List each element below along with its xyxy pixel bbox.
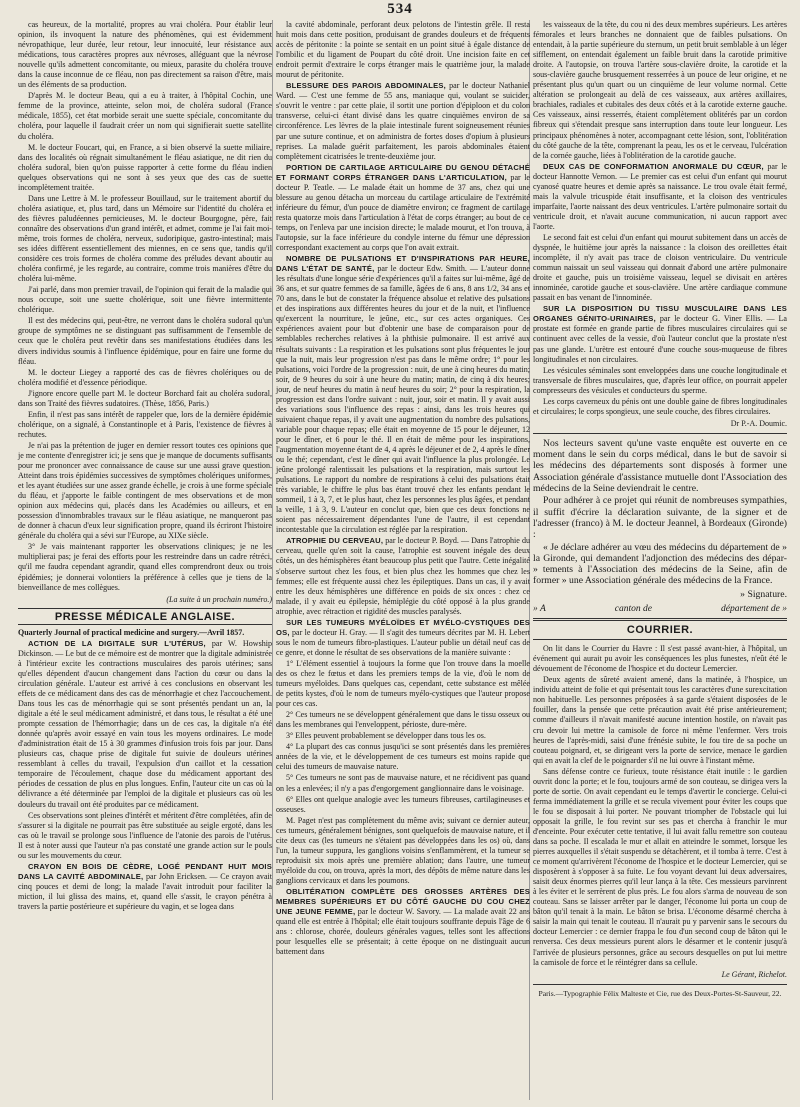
association-notice xyxy=(533,438,787,587)
printer-line: Paris.—Typographie Félix Malteste et Cie, rue des Deux-Portes-St-Sauveur, 22. xyxy=(538,988,782,998)
column-3 xyxy=(533,20,787,999)
article-paragraph xyxy=(533,20,787,161)
col3-articles xyxy=(533,20,787,417)
section-title: PRESSE MÉDICALE ANGLAISE. xyxy=(18,608,272,625)
article-heading: OBLITÉRATION COMPLÈTE DES GROSSES ARTÈRES DES MEMBRES SUPÉRIEURS ET DU CÔTÉ GAUCHE DU COU CHEZ UNE JEUNE FEMME, xyxy=(276,886,530,917)
article-text: 3° Elles peuvent probablement se développer dans tous les os. xyxy=(286,731,486,741)
divider xyxy=(533,984,787,985)
paragraph: cas heureux, de la mortalité, propres au vrai choléra. Pour établir leur opinion, ils invoquent la nature des phénomènes, qui est évidemment névropathique, leur durée, leur retour, leur innocuité, leur résistance aux médications, tous caractères propres aux névroses, alléguant que la névrose nouvelle qu'ils admettent concomitante, ou mieux, parasite du choléra trouve dans la cause inconnue de ce fléau, non pas directement sa raison d'être, mais un des éléments de sa production. xyxy=(18,20,272,90)
form-right: département de » xyxy=(721,604,787,615)
article-heading: PORTION DE CARTILAGE ARTICULAIRE DU GENOU DÉTACHÉ ET FORMANT CORPS ÉTRANGER DANS L'ARTICULATION, xyxy=(276,162,530,182)
article-paragraph xyxy=(276,659,530,709)
article-text: par le docteur Hannotte Vernon. — Le premier cas est celui d'un enfant qui mourut cyanosé quatre heures et demie après sa naissance. Le trou ovale était fermé, mais la valvule tricuspide était insuffisante, et la cloison des ventricules imparfaite, l'aorte naissant des deux ventricules. L'artère pulmonaire sortait du ventricule droit, et n'avait aucune communication, ni aucun rapport avec l'aorte. xyxy=(533,161,788,231)
article-text: par le docteur G. Viner Ellis. — La prostate est formée en grande partie de fibres musculaires circulaires qui se continuent avec celles de la vessie, d'où l'auteur conclut que la prostate n'est pas une glande. L'urètre est entouré d'une couche sous-muqueuse de fibres longitudinales et non circulaires. xyxy=(533,314,788,364)
form-left: » A xyxy=(533,604,546,615)
paragraph: Enfin, il n'est pas sans intérêt de rappeler que, lors de la dernière épidémie cholérique, on a signalé, à Constantinople et à Paris, l'existence de fièvres à rechutes. xyxy=(18,409,272,439)
article-paragraph xyxy=(18,862,272,912)
author-signature: Dr P.-A. Doumic. xyxy=(730,418,787,428)
article-paragraph xyxy=(276,618,530,658)
paragraph: M. le docteur Foucart, qui, en France, a si bien observé la suette miliaire, dans des localités où régnait simultanément le fléau asiatique, ne dit rien du choléra sudoral, bien qu'on puisse rapporter à cette forme du fléau indien quelques observations qui ne sont à ses yeux que des cas de suette incomplètement traitée. xyxy=(18,142,272,192)
article-text: Ces observations sont pleines d'intérêt et méritent d'être complétées, afin de s'assurer si la digitale ne pourrait pas être substituée au seigle ergoté, dans les cas où le travail se prolonge sous l'influence de l'atonie des parois de l'utérus. Il est à noter aussi que l'auteur n'a pas constaté une grande action sur le pouls ou sur les mouvements du cœur. xyxy=(18,810,272,860)
paragraph: J'ai parlé, dans mon premier travail, de l'opinion qui ferait de la maladie qui nous occupe, soit une suette cholérique, soit une fièvre intermittente cholérique. xyxy=(18,285,272,315)
article-heading: NOMBRE DE PULSATIONS ET D'INSPIRATIONS PAR HEURE, DANS L'ÉTAT DE SANTÉ, xyxy=(276,254,530,274)
paragraph: Dans une Lettre à M. le professeur Bouillaud, sur le traitement abortif du choléra asiatique, et, plus tard, dans un Mémoire sur l'identité du choléra et des fièvres paludéennes pernicieuses, M. le docteur Bourgogne, père, fait connaître des observations d'un grand intérêt, et admet, comme je l'ai fait moi-même, trois formes de choléra, nerveux, sudoripique, gastro-intestinal; mais ses idées diffèrent essentiellement des miennes, en ce sens que, tandis qu'il considère ces trois formes de choléra comme des préludes devant aboutir au choléra confirmé, je les regarde, au contraire, comme trois manières d'être du choléra lui-même. xyxy=(18,193,272,284)
article-text: M. Paget n'est pas complètement du même avis; suivant ce dernier auteur, ces tumeurs, généralement bénignes, sont quelquefois de mauvaise nature, et il cite deux cas (les tumeurs ne s'étaient pas développées dans les os) où, dans l'un, la tumeur suppura, les ganglions voisins s'enflammèrent, et la tumeur se reproduisit six mois après une première ablation; dans l'autre, une tumeur myéloïde du cou, on trouva, après la mort, des dépôts de même nature dans les ganglions cervicaux et dans les poumons. xyxy=(276,815,530,885)
article-paragraph xyxy=(276,254,530,535)
article-paragraph xyxy=(533,233,787,303)
column-divider xyxy=(272,20,273,1100)
column-2 xyxy=(276,20,530,958)
page-number: 534 xyxy=(387,1,413,17)
form-middle: canton de xyxy=(614,604,652,615)
article-text: 6° Elles ont quelque analogie avec les tumeurs fibreuses, cartilagineuses et osseuses. xyxy=(276,794,530,814)
article-paragraph xyxy=(533,304,787,364)
notice-signature: » Signature. xyxy=(740,588,787,600)
paragraph: On lit dans le Courrier du Havre : Il s'est passé avant-hier, à l'hôpital, un événement qui aurait pu avoir les conséquences les plus funestes, n'eût été le dévouement de l'économe de l'hospice et du docteur Lemercier. xyxy=(533,644,787,674)
article-paragraph xyxy=(533,397,787,417)
article-text: par le docteur H. Gray. — Il s'agit des tumeurs décrites par M. H. Lebert sous le nom de tumeurs fibro-plastiques. L'auteur publie un détail neuf cas de ce genre, et donne le résultat de ses observations de la manière suivante : xyxy=(276,627,530,657)
paragraph: Pour adhérer à ce projet qui réunit de nombreuses sympathies, il suffit d'écrire la déclaration suivante, de la signer et de l'adresser (franco) à M. le docteur Jeannel, à Bordeaux (Gironde) : xyxy=(533,495,787,541)
paragraph: J'ignore encore quelle part M. le docteur Borchard fait au choléra sudoral, dans son Traité des fièvres sudatoires. (Thèse, 1856, Paris.) xyxy=(18,388,272,408)
divider xyxy=(533,618,787,621)
article-heading: SUR LES TUMEURS MYÉLOÏDES ET MYÉLO-CYSTIQUES DES OS, xyxy=(276,617,530,637)
column-1 xyxy=(18,20,272,913)
article-paragraph xyxy=(276,887,530,957)
article-heading: DEUX CAS DE CONFORMATION ANORMALE DU CŒUR, xyxy=(543,161,764,171)
article-text: par W. Howship Dickinson. — Le but de ce mémoire est de montrer que la digitale administrée à l'intérieur excite les contractions musculaires des parois utérines; sans qu'elles dépendent d'aucun changement dans l'action du cœur ou dans la circulation générale. L'auteur est arrivé à ces conclusions en observant les effets de ce médicament dans des cas de ménorrhagie et chez l'accouchement. Dans tous les cas de ménorrhagie qui se sont présentés pendant un an, la digitale a été le seul médicament administré, et dans tous, le résultat a été une prompte cessation de l'hémorrhagie; dans un de ces cas, la digitale n'a été donnée qu'après avoir essayé en vain tous les moyens ordinaires. Le mode d'administration était de 15 à 30 grammes d'infusion trois fois par jour. Dans plusieurs cas, chaque prise de digitale fut suivie de douleurs utérines ressemblant à celles du travail, l'expulsion d'un caillot et la cessation temporaire de l'écoulement, chaque dose du médicament apportant des périodes de cessation de plus en plus longues. Enfin, l'auteur cite un cas où la délivrance a été déterminée par l'emploi de la digitale et plusieurs cas où les douleurs du travail ont été produites par ce médicament. xyxy=(18,638,272,809)
article-heading: SUR LA DISPOSITION DU TISSU MUSCULAIRE DANS LES ORGANES GÉNITO-URINAIRES, xyxy=(533,304,787,324)
continued-note: (La suite à un prochain numéro.) xyxy=(166,594,272,604)
article-paragraph xyxy=(276,163,530,253)
article-paragraph xyxy=(276,731,530,741)
article-paragraph xyxy=(18,639,272,810)
gerant: Le Gérant, Richelot. xyxy=(721,969,787,979)
article-paragraph xyxy=(18,811,272,861)
article-text: 5° Ces tumeurs ne sont pas de mauvaise nature, et ne récidivent pas quand on les a enlevées; il n'y a pas d'engorgement ganglionnaire dans le voisinage. xyxy=(276,773,530,793)
article-text: par le docteur W. Savory. — La malade avait 22 ans quand elle est entrée à l'hôpital; elle était toujours souffrante depuis l'âge de 6 ans : chlorose, chorée, douleurs générales vagues, telles sont les affections pour lesquelles elle se présentait; à cette époque on ne distinguait aucun battement dans xyxy=(276,907,531,957)
divider xyxy=(533,433,787,434)
article-text: par le docteur Edw. Smith. — L'auteur donne les résultats d'une longue série d'expériences qu'il a faites sur lui-même, âgé de 36 ans, et sur quatre femmes de sa famille, âgées de 6 ans, 8 ans 1/2, 34 ans et 70 ans, dans le but de constater la fréquence absolue et relative des pulsations et des inspirations aux différentes heures du jour et de la nuit, et l'influence qu'exercent la nourriture, le jeûne, etc., sur ces actes organiques. Ces expériences avaient pour but d'obtenir une base de comparaison pour de semblables recherches relatives à la phthisie pulmonaire. Il est arrivé aux résultats suivants : La respiration et les pulsations sont plus fréquentes le jour que la nuit, mais leur progression n'est pas dans le même ordre; 1° pour les pulsations, voici l'ordre de la progression : nuit, de une à cinq heures du matin; soir, de 9 heures du soir à une heure du matin; matin, de cinq à dix heures; jour, de neuf heures du matin à neuf heures du soir; 2° pour la respiration, la progression est dans l'ordre suivant : nuit, jour, soir et matin. Il y avait aussi des variations sous l'influence des repas : ainsi, dans les trois heures qui suivaient chaque repas, il y avait une augmentation du nombre des pulsations, variable pour chaque repas; elle était en moyenne de 15 pour le déjeuner, 12 pour le dîner, et 6 pour le thé. Il en était de même pour les inspirations, l'augmentation moyenne étant de 4, 4 après le déjeuner et de 2, 4 après le dîner ou le thé; cependant, c'est le dîner qui avait l'influence la plus prolongée. Le jeûne prolongé ralentissait les pulsations et la respiration, mais surtout les pulsations. Le rapport du nombre de respirations à celui des pulsations était très variable, le chiffre le plus bas étant trouvé chez les enfants pendant le sommeil, 1 à 3, 7, et le plus haut, chez les personnes les plus âgées, et pendant la veille, 1 à 3, 9. L'auteur en conclut que, bien que ces deux fonctions ne soient pas nécessairement dépendantes l'une de l'autre, il est cependant incontestable que la circulation est réglée par la respiration. xyxy=(276,264,530,535)
article-paragraph xyxy=(533,162,787,232)
article-text: par John Ericksen. — Ce crayon avait cinq pouces et demi de long; la malade l'avait introduit pour faciliter la miction, il lui glissa des mains, et, quand elle s'assit, le crayon pénétra à travers la partie postérieure et supérieure du vagin, et se logea dans xyxy=(18,871,272,911)
article-paragraph xyxy=(533,366,787,396)
article-text: par le docteur Nathaniel Ward. — C'est une femme de 55 ans, maniaque qui, voulant se suicider, s'ouvrit le ventre : par cette plaie, il sortit une portion d'épiploon et du colon transverse, celui-ci étant divisé dans les quatre cinquièmes environ de sa circonférence. Les lèvres de la plaie intestinale furent soigneusement réunies par une suture continue, et on administra de fortes doses d'opium à plusieurs reprises. La malade guérit parfaitement, les parois abdominales étaient complètement cicatrisées le trente-deuxième jour. xyxy=(276,81,530,161)
article-paragraph xyxy=(276,20,530,80)
journal-citation: Quarterly Journal of practical medicine and surgery.—Avril 1857. xyxy=(18,627,245,637)
article-heading: ATROPHIE DU CERVEAU, xyxy=(286,536,384,546)
article-text: Les vésicules séminales sont enveloppées dans une couche longitudinale et transversale de fibres musculaires, que, d'après leur office, on pourrait appeler compresseurs des vésicules et conducteurs du sperme. xyxy=(533,365,787,395)
article-text: 1° L'élément essentiel à toujours la forme que l'on trouve dans la moelle des os chez le fœtus et dans les premiers temps de la vie, d'où le nom de tumeurs myéloïdes. Dans quelques cas, cependant, cette substance est mêlée de petits kystes, d'où le nom de tumeurs myélo-cystiques que l'auteur propose pour ces cas. xyxy=(276,658,530,709)
article-paragraph xyxy=(276,795,530,815)
paragraph: Nos lecteurs savent qu'une vaste enquête est ouverte en ce moment dans le sein du corps médical, dans le but de savoir si les médecins des départements sont disposés à former une Association générale d'assistance mutuelle dont l'Association des médecins de la Seine deviendrait le centre. xyxy=(533,437,787,495)
article-text: 4° La plupart des cas connus jusqu'ici se sont présentés dans les premières années de la vie, et le développement de ces tumeurs est moins rapide que celui des tumeurs de mauvaise nature. xyxy=(276,742,530,772)
divider xyxy=(533,639,787,640)
paragraph: Sans défense contre ce furieux, toute résistance était inutile : le gardien ouvrit donc la porte; et le fou, toujours armé de son couteau, se dirigea vers la porte de sortie. On avait cependant eu le temps d'avertir le concierge. Celui-ci ferma immédiatement la grille et se recula vivement pour éviter les coups que le fou se disposait à lui porter. Ne pouvant triompher de l'obstacle qui lui opposait la grille, le fou revint sur ses pas et chercha à franchir le mur d'enceinte. Pour exécuter cette tentative, il lui avait fallu remettre son couteau dans sa poche. Il escalada le mur et allait en atteindre le sommet, lorsque les pierres auxquelles il s'était suspendu se détachèrent, et il tomba à terre. C'est à ce moment qu'arrivèrent l'économe de l'hospice et le docteur Lemercier, qui se disposèrent à s'opposer à sa fuite. Le fou voyant devant lui deux adversaires, saisit deux énormes pierres qu'il leur lança à la tête. Ces messieurs parvinrent à les éviter et le serrèrent de plus près. Le fou alors s'arma de nouveau de son couteau. Sans se laisser arrêter par le danger, l'économe lui porta un coup de bâton qu'il tenait à la main. Le bâton se brisa. L'économe désarmé chercha à saisir la main qui tenait le couteau. Il n'aurait pu y parvenir sans le secours du docteur Lemercier : ce dernier frappa le fou d'un second coup de bâton qui le renversa. Ces deux messieurs purent alors le désarmer et le contenir jusqu'à l'arrivée de plusieurs personnes, grâce au secours desquelles on put lui mettre la camisole de force et le réintégrer dans sa cellule. xyxy=(533,766,787,967)
col2-articles xyxy=(276,20,530,957)
form-line xyxy=(533,604,787,614)
paragraph: 3° Je vais maintenant rapporter les observations cliniques; je ne les multiplierai pas; je ferai des efforts pour les restreindre dans un cadre rétréci, qu'il me faudra cependant agrandir, quand elles comprendront deux ou trois épidémies; je donnerai volontiers la préférence à celles que je tiens de la bienveillance de mes collègues. xyxy=(18,542,272,592)
article-paragraph xyxy=(276,81,530,161)
article-text: Le second fait est celui d'un enfant qui mourut subitement dans un accès de dyspnée, le huitième jour après la naissance : la cloison des oreillettes était incomplète, il n'y avait pas trace de cloison ventriculaire. Du ventricule commun naissait un seul vaisseau qui donnait d'abord une artère pulmonaire droite et gauche, puis un troisième vaisseau, lequel se divisait en artères innominée, carotide gauche et sous-clavière. Une artère cardiaque commune passait en bas venant de l'innominée. xyxy=(533,232,787,303)
paragraph: « Je déclare adhérer au vœu des médecins du département de » la Gironde, qui demandent l'adjonction des médecins des dépar- » tements à l'Association des médecins de la Seine, afin de former » une Association générale des médecins de la France. xyxy=(533,541,787,587)
paragraph: Il est des médecins qui, peut-être, ne verront dans le choléra sudoral qu'un groupe de symptômes ne se distinguant pas suffisamment de l'ensemble de ceux que le choléra peut revêtir dans ses manifestations étudiées dans les divers individus soumis à l'influence épidémique, pour en faire une forme du fléau. xyxy=(18,316,272,366)
paragraph: M. le docteur Liegey a rapporté des cas de fièvres cholériques ou de choléra modifié et d'essence périodique. xyxy=(18,367,272,387)
paragraph: Deux agents de sûreté avaient amené, dans la matinée, à l'hospice, un individu atteint de folie et qui présentait tous les caractères d'une surexcitation non habituelle. Les personnes préposées à sa garde s'étaient disposées de le fouiller, dans la pensée que cette précaution avait été prise antérieurement; comme d'ailleurs il n'avait manifesté aucune intention hostile, on n'avait pas cru devoir lui mettre la camisole de force ni même l'enfermer. Vers trois heures de l'après-midi, saisi d'une frénésie subite, le fou tire de sa poche un couteau poignard, et, se dirigeant vers la porte de service, menace le gardien qui en avait la clef de le poignarder s'il ne lui ouvre à l'instant même. xyxy=(533,675,787,765)
article-paragraph xyxy=(276,536,530,616)
article-heading: BLESSURE DES PAROIS ABDOMINALES, xyxy=(286,81,446,91)
article-paragraph xyxy=(276,742,530,772)
article-heading: ACTION DE LA DIGITALE SUR L'UTÉRUS, xyxy=(28,638,206,648)
col1-paragraphs xyxy=(18,20,272,593)
article-text: par le docteur P. Teatle. — Le malade était un homme de 37 ans, chez qui une blessure au genou détacha un morceau du cartilage articulaire de l'extrémité inférieure du fémur, d'un pouce de diamètre environ; ce fragment de cartilage resta quatorze mois dans l'articulation à l'état de corps étranger; au bout de ce temps, on l'enleva par une incision directe; le malade mourut, et l'on trouva, à l'autopsie, sur la face inférieure du condyle interne du fémur une dépression correspondant exactement au corps que l'on avait extrait. xyxy=(276,172,531,253)
courrier-text xyxy=(533,644,787,968)
article-text: 2° Ces tumeurs ne se développent généralement que dans le tissu osseux ou dans les membranes qui l'enveloppent, périoste, dure-mère. xyxy=(276,710,530,730)
courrier-title: COURRIER. xyxy=(626,624,694,637)
paragraph: Je n'ai pas la prétention de juger en dernier ressort toutes ces opinions que je me contente d'enregistrer ici; je sens que je manque de documents suffisants pour me prononcer avec connaissance de cause sur une aussi grave question. Atteint dans trois épidémies successives de symptômes cholériques uniformes, et les ayant étudiées sur une assez grande échelle, je crois à une forme spéciale du fléau, et j'apporte le faible contingent de mes observations et de mon opinion aux médecins qui, placés dans les Académies ou ailleurs, et en possession d'innombrables travaux sur le fléau asiatique, ne manqueront pas de donner à chacun d'eux leur signification propre, quand ils écriront l'histoire générale du choléra qui a sévi sur l'Europe, au XIXe siècle. xyxy=(18,440,272,541)
article-paragraph xyxy=(276,773,530,793)
article-paragraph xyxy=(276,710,530,730)
article-text: la cavité abdominale, perforant deux pelotons de l'intestin grêle. Il resta huit mois dans cette position, produisant de grandes douleurs et de fréquents accès de péritonite : la pointe se sentait en un point situé à égale distance de l'ombilic et du ligament de Poupart du côté droit. Une incision faite en cet endroit permit d'extraire le corps étranger mais le quatrième jour, la malade mourut de péritonite. xyxy=(276,20,530,80)
article-text: les vaisseaux de la tête, du cou ni des deux membres supérieurs. Les artères fémorales et leurs branches ne donnaient que de faibles pulsations. On entendait, à la partie supérieure du sternum, un petit bruit semblable à un léger sifflement, on entendait également un faible bruit dans la carotide primitive droite. A l'autopsie, on trouva l'artère sous-clavière droite, la carotide et la sous-clavière gauche brusquement resserrées à un pouce de leur origine, et ne présentant plus qu'un quart ou un cinquième de leur volume normal. Cette altération se prolongeait au delà de ces vaisseaux, aux artères axillaires, brachiales, radiales et cubitales des deux côtés et à la carotide externe gauche. Ces vaisseaux, ainsi resserrés, étaient complètement oblitérés par un cordon fibreux qui s'étendait presque sans interruption dans toute leur longueur. Les principaux phénomènes à noter, accompagnant cette lésion, sont, l'oblitération du côté gauche de la tête, comprenant la peau, les os et le cerveau, l'ulcération de la cornée gauche, liées à l'oblitération de la carotide gauche. xyxy=(533,20,787,160)
article-text: par le docteur P. Boyd. — Dans l'atrophie du cerveau, quelle qu'en soit la cause, l'atrophie est souvent inégale des deux côtés, un des hémisphères étant beaucoup plus petit que l'autre. Cette inégalité s'observe surtout chez les fous, et bien plus chez les hommes que chez les femmes; elle est fréquente aussi chez les épileptiques. Dans un cas, il y avait entre les deux hémisphères une différence en poids de six onces : chez ce malade, il y avait eu épilepsie, hémiplégie du côté opposé à la plus grande atrophie, avec rétraction et rigidité des muscles paralysés. xyxy=(276,536,531,616)
article-text: Les corps caverneux du pénis ont une double gaine de fibres longitudinales et circulaires; le corps spongieux, une seule couche, des fibres circulaires. xyxy=(533,396,787,416)
paragraph: D'après M. le docteur Beau, qui a eu à traiter, à l'hôpital Cochin, une femme de la province, atteinte, selon moi, de choléra sudoral (France médicale, 1855), cet état morbide serait une suette spéciale, concomitante du choléra, pour laquelle il faudrait créer un nom qui signifierait suette satellite du choléra. xyxy=(18,91,272,141)
article-paragraph xyxy=(276,816,530,886)
col1-articles xyxy=(18,639,272,912)
article-heading: CRAYON EN BOIS DE CÈDRE, LOGÉ PENDANT HUIT MOIS DANS LA CAVITÉ ABDOMINALE, xyxy=(18,861,272,881)
